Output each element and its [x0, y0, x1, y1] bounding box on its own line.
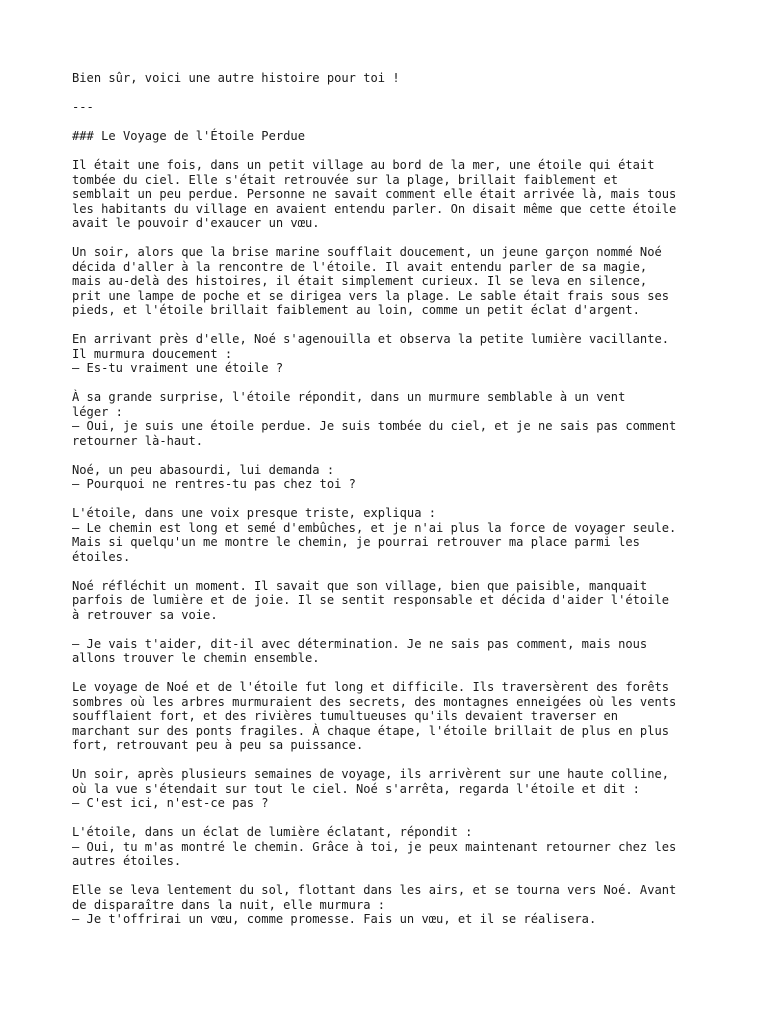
text-line: retourner là-haut.: [72, 433, 204, 448]
text-line: où la vue s'étendait sur tout le ciel. Noé s'arrêta, regarda l'étoile et dit :: [72, 781, 640, 796]
text-line: mais au-delà des histoires, il était simplement curieux. Il se leva en silence,: [72, 274, 648, 288]
text-line: Elle se leva lentement du sol, flottant dans les airs, et se tourna vers Noé. Avant: [72, 883, 677, 897]
paragraph: [72, 680, 732, 753]
text-line: Noé, un peu abasourdi, lui demanda :: [72, 462, 335, 477]
text-line: – Je vais t'aider, dit-il avec détermination. Je ne sais pas comment, mais nous: [72, 636, 648, 651]
text-line: Un soir, alors que la brise marine soufflait doucement, un jeune garçon nommé Noé: [72, 245, 662, 259]
text-line: léger :: [72, 404, 123, 419]
paragraph: [72, 637, 732, 666]
text-line: fort, retrouvant peu à peu sa puissance.: [72, 738, 364, 752]
text-line: soufflaient fort, et des rivières tumultueuses qu'ils devaient traverser en: [72, 709, 619, 723]
paragraph: [72, 579, 732, 623]
text-line: décida d'aller à la rencontre de l'étoile. Il avait entendu parler de sa magie,: [72, 259, 648, 274]
text-line: semblait un peu perdue. Personne ne savait comment elle était arrivée là, mais tous: [72, 187, 677, 201]
paragraph: [72, 71, 732, 86]
text-line: Bien sûr, voici une autre histoire pour toi !: [72, 71, 400, 85]
document-body: [72, 71, 732, 941]
text-line: Mais si quelqu'un me montre le chemin, je pourrai retrouver ma place parmi les: [72, 535, 640, 549]
paragraph: [72, 245, 732, 318]
paragraph: [72, 506, 732, 564]
text-line: L'étoile, dans une voix presque triste, expliqua :: [72, 506, 437, 520]
text-line: prit une lampe de poche et se dirigea vers la plage. Le sable était frais sous ses: [72, 288, 670, 303]
text-line: étoiles.: [72, 549, 131, 564]
text-line: Le voyage de Noé et de l'étoile fut long et difficile. Ils traversèrent des forêts: [72, 680, 670, 694]
paragraph: [72, 825, 732, 869]
paragraph: [72, 767, 732, 811]
paragraph: [72, 390, 732, 448]
text-line: – Je t'offrirai un vœu, comme promesse. Fais un vœu, et il se réalisera.: [72, 912, 597, 926]
text-line: En arrivant près d'elle, Noé s'agenouilla et observa la petite lumière vacillante.: [72, 332, 670, 346]
text-line: Il murmura doucement :: [72, 346, 233, 361]
text-line: À sa grande surprise, l'étoile répondit, dans un murmure semblable à un vent: [72, 390, 626, 404]
text-line: L'étoile, dans un éclat de lumière éclatant, répondit :: [72, 825, 473, 839]
text-line: marchant sur des ponts fragiles. À chaque étape, l'étoile brillait de plus en plus: [72, 723, 670, 738]
text-line: de disparaître dans la nuit, elle murmura :: [72, 897, 386, 912]
text-line: – Oui, tu m'as montré le chemin. Grâce à toi, je peux maintenant retourner chez les: [72, 839, 677, 854]
paragraph: [72, 100, 732, 115]
text-line: autres étoiles.: [72, 854, 182, 868]
text-line: ---: [72, 100, 94, 114]
text-line: sombres où les arbres murmuraient des secrets, des montagnes enneigées où les vents: [72, 694, 677, 709]
paragraph: [72, 463, 732, 492]
text-line: allons trouver le chemin ensemble.: [72, 651, 320, 665]
paragraph: [72, 332, 732, 376]
text-line: Il était une fois, dans un petit village au bord de la mer, une étoile qui était: [72, 158, 655, 172]
text-line: pieds, et l'étoile brillait faiblement au loin, comme un petit éclat d'argent.: [72, 303, 640, 317]
text-line: tombée du ciel. Elle s'était retrouvée sur la plage, brillait faiblement et: [72, 172, 619, 187]
paragraph: [72, 883, 732, 927]
text-line: les habitants du village en avaient entendu parler. On disait même que cette étoile: [72, 201, 677, 216]
text-line: – Pourquoi ne rentres-tu pas chez toi ?: [72, 477, 356, 491]
text-line: – Es-tu vraiment une étoile ?: [72, 361, 284, 375]
text-line: – C'est ici, n'est-ce pas ?: [72, 796, 269, 810]
paragraph: [72, 158, 732, 231]
text-line: – Oui, je suis une étoile perdue. Je suis tombée du ciel, et je ne sais pas comment: [72, 419, 677, 433]
text-line: ### Le Voyage de l'Étoile Perdue: [72, 129, 305, 143]
text-line: – Le chemin est long et semé d'embûches, et je n'ai plus la force de voyager seule.: [72, 520, 677, 535]
text-line: parfois de lumière et de joie. Il se sentit responsable et décida d'aider l'étoile: [72, 593, 670, 607]
text-line: Noé réfléchit un moment. Il savait que son village, bien que paisible, manquait: [72, 578, 648, 593]
paragraph: [72, 129, 732, 144]
text-line: à retrouver sa voie.: [72, 607, 218, 622]
text-line: avait le pouvoir d'exaucer un vœu.: [72, 216, 320, 230]
text-line: Un soir, après plusieurs semaines de voyage, ils arrivèrent sur une haute colline,: [72, 767, 670, 781]
